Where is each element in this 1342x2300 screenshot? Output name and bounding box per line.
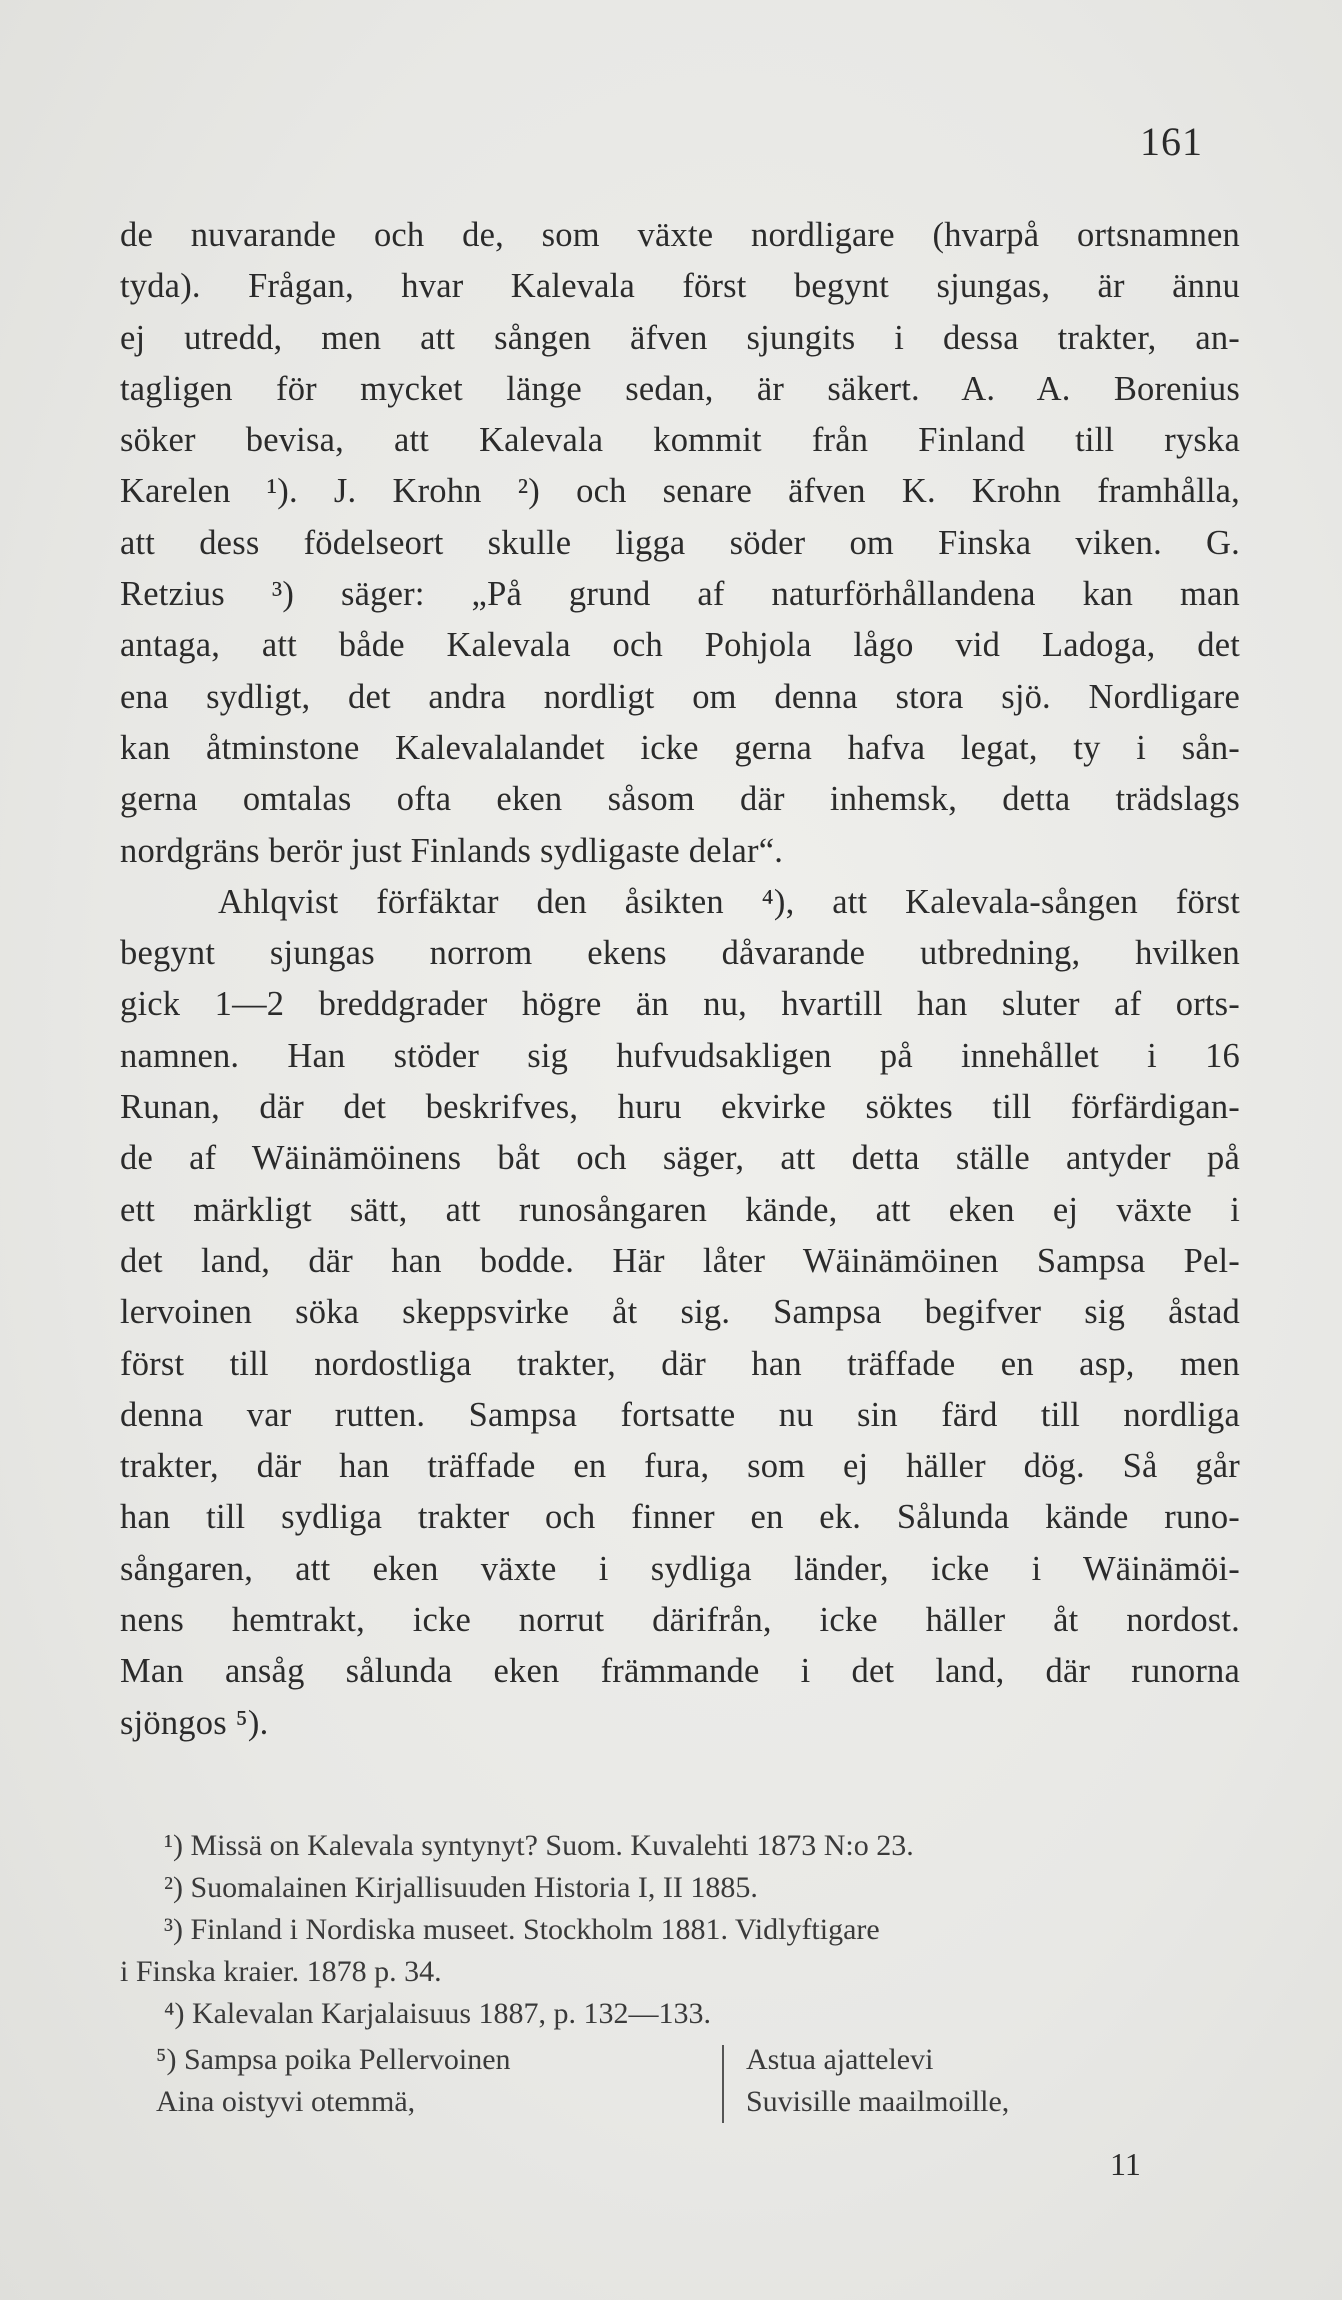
- text-line: sjöngos ⁵).: [120, 1703, 269, 1742]
- text-line: kan åtminstone Kalevalalandet icke gerna hafva legat, ty i sån-: [120, 728, 1240, 767]
- footnote-2: ²) Suomalainen Kirjallisuuden Historia I, II 1885.: [164, 1871, 758, 1904]
- text-line: han till sydliga trakter och finner en ek. Sålunda kände runo-: [120, 1498, 1240, 1537]
- text-line: tagligen för mycket länge sedan, är säkert. A. A. Borenius: [120, 369, 1240, 408]
- footnote-1: ¹) Missä on Kalevala syntynyt? Suom. Kuvalehti 1873 N:o 23.: [164, 1829, 914, 1862]
- verse-line: Suvisille maailmoille,: [746, 2085, 1010, 2118]
- text-line: sångaren, att eken växte i sydliga länder, icke i Wäinämöi-: [120, 1549, 1240, 1588]
- text-line: Karelen ¹). J. Krohn ²) och senare äfven K. Krohn framhålla,: [120, 472, 1240, 511]
- text-line: nens hemtrakt, icke norrut därifrån, icke häller åt nordost.: [120, 1601, 1240, 1640]
- verse-line: Astua ajattelevi: [746, 2043, 934, 2076]
- text-line: antaga, att både Kalevala och Pohjola lågo vid Ladoga, det: [120, 626, 1240, 665]
- body-text: [120, 210, 1240, 1749]
- text-line: namnen. Han stöder sig hufvudsakligen på innehållet i 16: [120, 1036, 1240, 1075]
- text-line: Man ansåg sålunda eken främmande i det land, där runorna: [120, 1652, 1240, 1691]
- text-line: tyda). Frågan, hvar Kalevala först begynt sjungas, är ännu: [120, 267, 1240, 306]
- footnote-5-verse: [120, 2039, 1245, 2123]
- verse-right-column: [746, 2039, 1009, 2123]
- text-line: Retzius ³) säger: „På grund af naturförhållandena kan man: [120, 575, 1240, 614]
- verse-line: ⁵) Sampsa poika Pellervoinen: [156, 2043, 511, 2076]
- text-line: denna var rutten. Sampsa fortsatte nu sin färd till nordliga: [120, 1395, 1240, 1434]
- text-line: det land, där han bodde. Här låter Wäinämöinen Sampsa Pel-: [120, 1241, 1240, 1280]
- footnotes: [120, 1825, 1245, 2123]
- signature-mark: 11: [1110, 2146, 1141, 2182]
- footnote-3: ³) Finland i Nordiska museet. Stockholm 1881. Vidlyftigare: [164, 1913, 880, 1946]
- verse-divider: [722, 2045, 724, 2123]
- verse-left-column: [120, 2039, 722, 2123]
- text-line: ej utredd, men att sången äfven sjungits i dessa trakter, an-: [120, 318, 1240, 357]
- footnote-4: ⁴) Kalevalan Karjalaisuus 1887, p. 132—133.: [164, 1997, 712, 2030]
- text-line: begynt sjungas norrom ekens dåvarande utbredning, hvilken: [120, 934, 1240, 973]
- text-line: Runan, där det beskrifves, huru ekvirke söktes till förfärdigan-: [120, 1088, 1240, 1127]
- text-line: trakter, där han träffade en fura, som ej häller dög. Så går: [120, 1447, 1240, 1486]
- text-line: de af Wäinämöinens båt och säger, att detta ställe antyder på: [120, 1139, 1240, 1178]
- text-line: att dess födelseort skulle ligga söder om Finska viken. G.: [120, 523, 1240, 562]
- footnote-3-continuation: i Finska kraier. 1878 p. 34.: [120, 1955, 442, 1988]
- text-line: söker bevisa, att Kalevala kommit från Finland till ryska: [120, 421, 1240, 460]
- text-line: ett märkligt sätt, att runosångaren kände, att eken ej växte i: [120, 1190, 1240, 1229]
- text-line: gick 1—2 breddgrader högre än nu, hvartill han sluter af orts-: [120, 985, 1240, 1024]
- text-line: Ahlqvist förfäktar den åsikten ⁴), att Kalevala-sången först: [218, 882, 1240, 921]
- text-line: gerna omtalas ofta eken såsom där inhemsk, detta trädslags: [120, 780, 1240, 819]
- page-number: 161: [1140, 119, 1203, 164]
- text-line: ena sydligt, det andra nordligt om denna stora sjö. Nordligare: [120, 677, 1240, 716]
- verse-line: Aina oistyvi otemmä,: [156, 2085, 416, 2118]
- text-line: först till nordostliga trakter, där han träffade en asp, men: [120, 1344, 1240, 1383]
- text-line: lervoinen söka skeppsvirke åt sig. Sampsa begifver sig åstad: [120, 1293, 1240, 1332]
- text-line: de nuvarande och de, som växte nordligare (hvarpå ortsnamnen: [120, 216, 1240, 254]
- text-line: nordgräns berör just Finlands sydligaste delar“.: [120, 831, 784, 870]
